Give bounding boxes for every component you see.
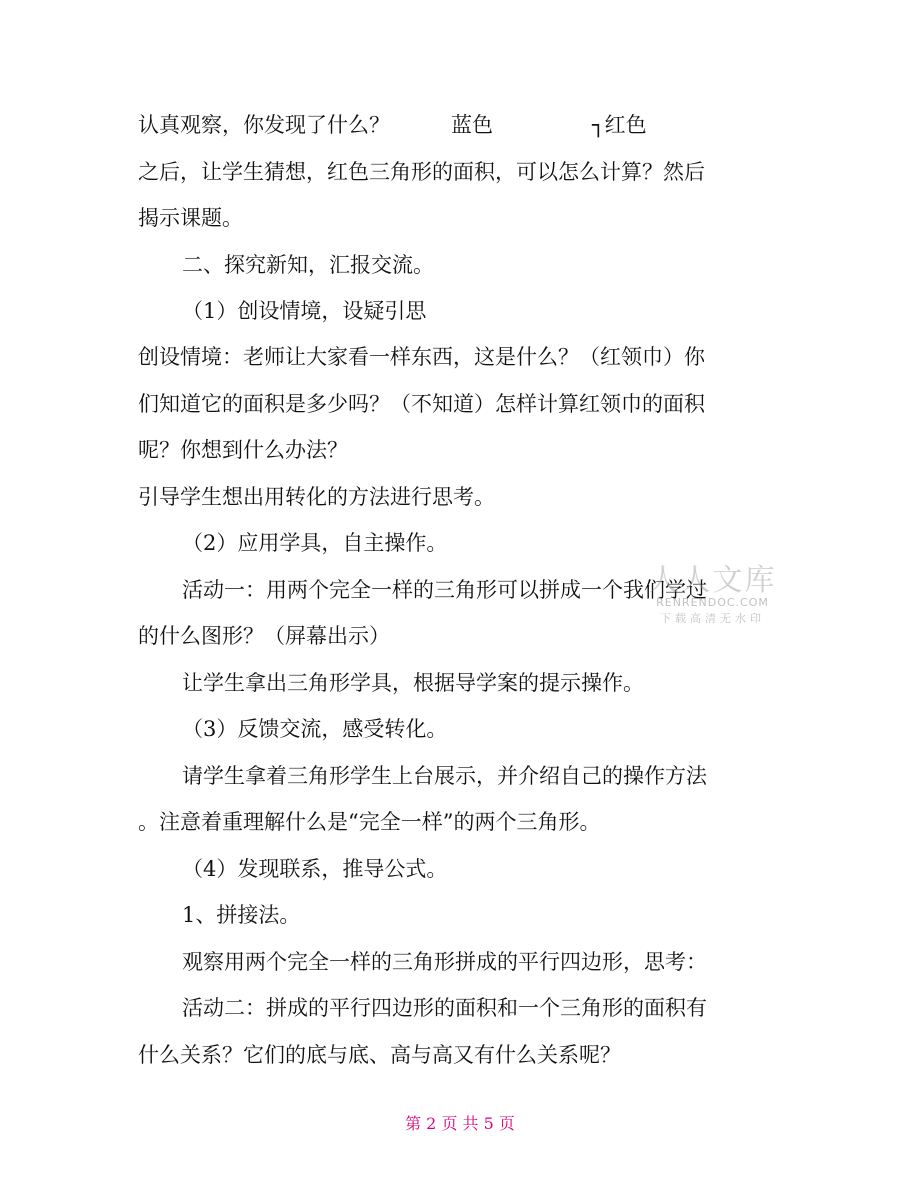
watermark-title: 人人文库	[648, 563, 777, 598]
line-text: 揭示课题。	[138, 206, 243, 230]
line-text: 让学生拿出三角形学具，根据导学案的提示操作。	[182, 671, 644, 695]
line-text: 们知道它的面积是多少吗？（不知道）怎样计算红领巾的面积	[138, 392, 705, 416]
text-segment: 认真观察，你发现了什么？	[138, 113, 390, 137]
text-segment: 蓝色	[451, 113, 493, 137]
line-text: 活动二：拼成的平行四边形的面积和一个三角形的面积有	[182, 996, 707, 1020]
line-text: 二、探究新知，汇报交流。	[182, 253, 434, 277]
line-text: 活动一：用两个完全一样的三角形可以拼成一个我们学过	[182, 578, 707, 602]
line-text: （1）创设情境，设疑引思	[182, 299, 427, 323]
line-text: 引导学生想出用转化的方法进行思考。	[138, 485, 495, 509]
line-text: （3）反馈交流，感受转化。	[182, 717, 448, 741]
watermark-subtitle: 下载高清无水印	[660, 612, 765, 625]
watermark-url: RENRENDOC.COM	[656, 596, 769, 609]
line-text: 1、拼接法。	[182, 903, 301, 927]
line-text: 什么关系？它们的底与底、高与高又有什么关系呢？	[138, 1043, 621, 1067]
page-number-footer: 第 2 页 共 5 页	[405, 1114, 515, 1133]
line-text: 请学生拿着三角形学生上台展示，并介绍自己的操作方法	[182, 764, 707, 788]
line-text: （4）发现联系，推导公式。	[182, 857, 448, 881]
line-text: （2）应用学具，自主操作。	[182, 531, 448, 555]
line-text: 呢？你想到什么办法？	[138, 438, 348, 462]
line-text: 的什么图形？（屏幕出示）	[138, 624, 390, 648]
line-text: 。注意着重理解什么是“完全一样”的两个三角形。	[138, 810, 601, 834]
text-segment: ┐红色	[592, 113, 647, 137]
line-text: 创设情境：老师让大家看一样东西，这是什么？（红领巾）你	[138, 345, 705, 369]
line-text: 观察用两个完全一样的三角形拼成的平行四边形，思考：	[182, 950, 707, 974]
line-text: 之后，让学生猜想，红色三角形的面积，可以怎么计算？然后	[138, 160, 705, 184]
